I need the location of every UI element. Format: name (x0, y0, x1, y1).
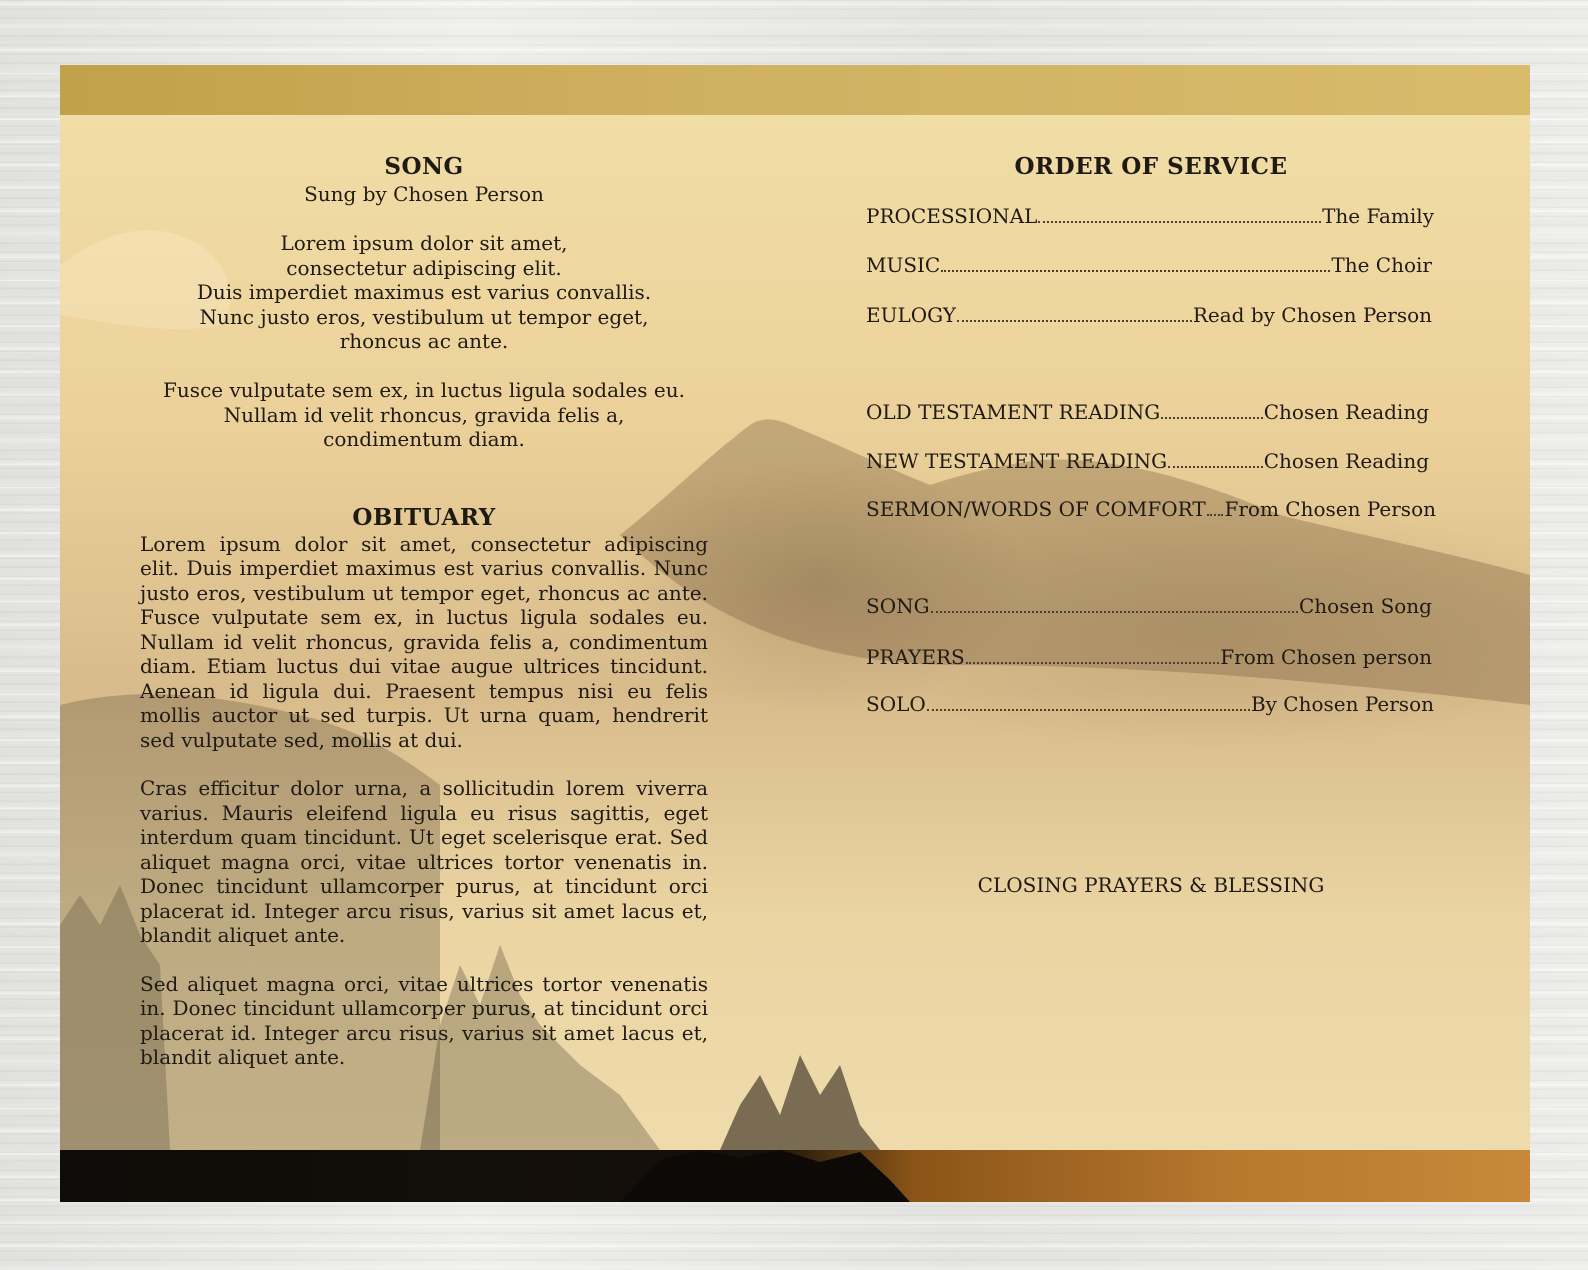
service-item-value: Chosen Song (1299, 594, 1432, 618)
song-heading: SONG (384, 153, 464, 180)
service-item-value: Chosen Reading (1263, 400, 1429, 424)
dot-leader (941, 270, 1330, 272)
brochure-sheet (60, 65, 1530, 1202)
verse-line: condimentum diam. (323, 427, 525, 452)
service-item-value: The Family (1322, 204, 1434, 228)
verse-line: Duis imperdiet maximus est varius convallis. (196, 280, 652, 305)
obituary-paragraph: Cras efficitur dolor urna, a sollicitudin lorem viverra varius. Mauris eleifend ligula eu risus sagittis, eget interdum quam tincidunt. Ut eget scelerisque erat. Sed aliquet magna orci, vitae ultrices tortor venenatis in. Donec tincidunt ullamcorper purus, at tincidunt orci placerat id. Integer arcu risus, varius sit amet lacus et, blandit aliquet ante. (140, 776, 708, 948)
dot-leader (957, 320, 1192, 322)
service-item-value: From Chosen person (1220, 645, 1432, 669)
service-item-label: PROCESSIONAL (866, 204, 1038, 228)
verse-line: Fusce vulputate sem ex, in luctus ligula sodales eu. (163, 377, 685, 402)
service-item-label: NEW TESTAMENT READING (866, 449, 1168, 473)
left-panel (140, 153, 708, 1070)
service-item-label: PRAYERS (866, 645, 965, 669)
service-item-value: The Choir (1331, 253, 1432, 277)
obituary-paragraph: Sed aliquet magna orci, vitae ultrices tortor venenatis in. Donec tincidunt ullamcorper purus, at tincidunt orci placerat id. Integer arcu risus, varius sit amet lacus et, blandit aliquet ante. (140, 971, 708, 1070)
service-item (866, 252, 1432, 278)
service-item-value: Read by Chosen Person (1192, 303, 1432, 327)
service-item-label: OLD TESTAMENT READING (866, 400, 1161, 424)
service-item (866, 302, 1432, 328)
service-item (866, 593, 1432, 619)
dot-leader (1207, 514, 1224, 516)
service-item-value: By Chosen Person (1250, 692, 1434, 716)
service-item (866, 644, 1432, 670)
obituary-paragraph: Lorem ipsum dolor sit amet, consectetur adipiscing elit. Duis imperdiet maximus est varius convallis. Nunc justo eros, vestibulum ut tempor eget, rhoncus ac ante. Fusce vulputate sem ex, in luctus ligula sodales eu. Nullam id velit rhoncus, gravida felis a, condimentum diam. Etiam luctus dui vitae augue ultrices tincidunt. Aenean id ligula dui. Praesent tempus nisi eu felis mollis auctor ut sed turpis. Ut urna quam, hendrerit sed vulputate sed, mollis at dui. (140, 531, 708, 752)
obituary-section (140, 504, 708, 1070)
service-item (866, 399, 1429, 425)
obituary-heading: OBITUARY (352, 503, 496, 531)
service-item-label: SOLO (866, 692, 926, 716)
bottom-color-band (60, 1150, 1530, 1202)
service-item (866, 496, 1436, 522)
verse-line: Nunc justo eros, vestibulum ut tempor eget, (199, 304, 649, 329)
dot-leader (1161, 417, 1263, 419)
bottom-tree-silhouette (60, 1150, 1530, 1202)
service-item-label: EULOGY (866, 303, 956, 327)
service-item-label: MUSIC (866, 253, 941, 277)
service-item-value: Chosen Reading (1263, 449, 1429, 473)
song-section (140, 153, 708, 452)
verse-line: Lorem ipsum dolor sit amet, (280, 231, 568, 255)
dot-leader (1168, 466, 1263, 468)
dot-leader (927, 709, 1250, 711)
service-item (866, 691, 1434, 717)
order-of-service-heading: ORDER OF SERVICE (1014, 153, 1288, 180)
verse-line: consectetur adipiscing elit. (286, 255, 562, 280)
song-subtitle: Sung by Chosen Person (304, 182, 544, 206)
service-item-label: SONG (866, 594, 930, 618)
service-item (866, 203, 1434, 229)
dot-leader (1038, 221, 1321, 223)
verse-line: rhoncus ac ante. (339, 329, 509, 354)
dot-leader (931, 611, 1298, 613)
service-item-value: From Chosen Person (1224, 497, 1436, 521)
verse-line: Nullam id velit rhoncus, gravida felis a, (223, 402, 625, 427)
closing-prayers: CLOSING PRAYERS & BLESSING (977, 873, 1325, 897)
dot-leader (966, 662, 1220, 664)
service-item (866, 448, 1429, 474)
service-item-label: SERMON/WORDS OF COMFORT (866, 497, 1206, 521)
